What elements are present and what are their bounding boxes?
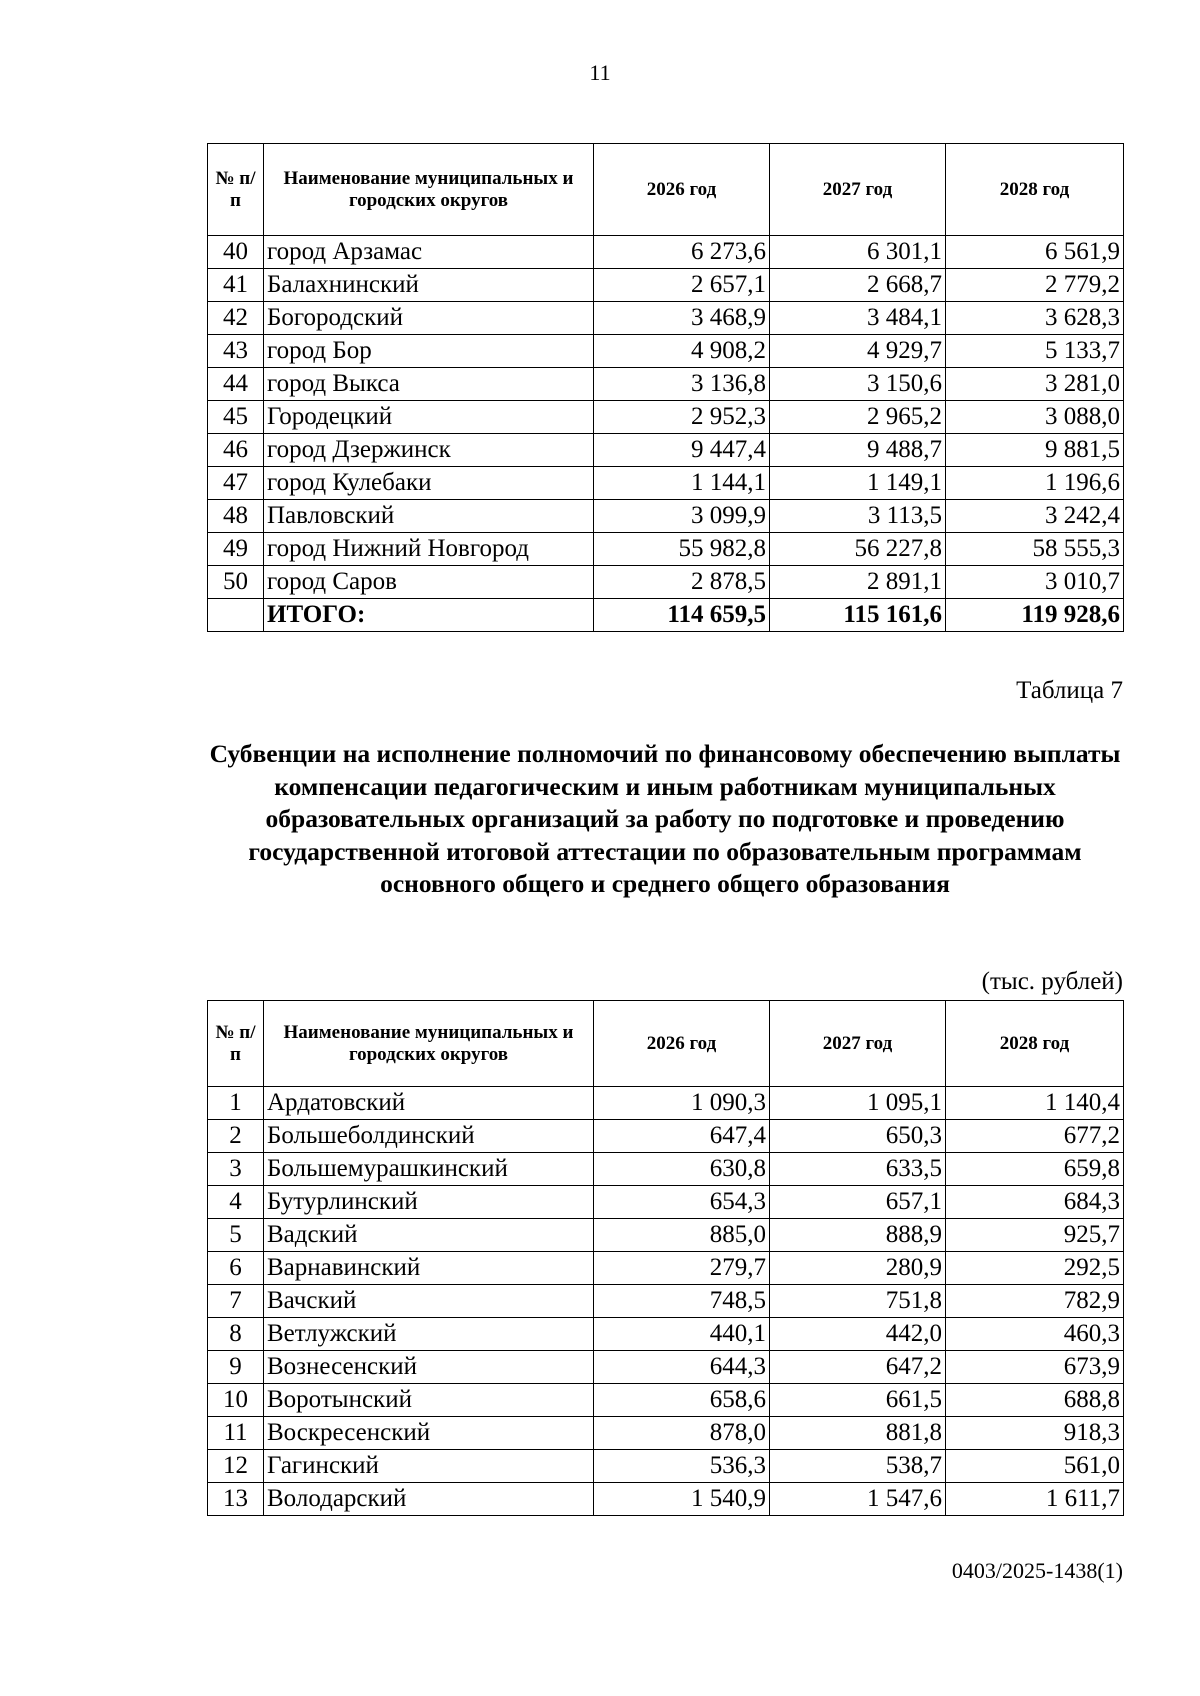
value-2026: 644,3 [594,1351,770,1384]
table-row [208,467,1124,500]
value-2027: 2 891,1 [770,566,946,599]
table-caption: Таблица 7 [1016,677,1123,704]
value-2026: 2 878,5 [594,566,770,599]
value-2028: 925,7 [946,1219,1124,1252]
value-2027: 538,7 [770,1450,946,1483]
district-name: город Выкса [264,368,594,401]
value-2026: 654,3 [594,1186,770,1219]
table-row [208,1417,1124,1450]
row-number: 44 [208,368,264,401]
value-2027: 751,8 [770,1285,946,1318]
value-2028: 5 133,7 [946,335,1124,368]
value-2027: 650,3 [770,1120,946,1153]
district-name: Городецкий [264,401,594,434]
value-2026: 2 657,1 [594,269,770,302]
col-header-num: № п/п [208,144,264,236]
total-label: ИТОГО: [264,599,594,632]
value-2028: 3 088,0 [946,401,1124,434]
table-row [208,236,1124,269]
value-2028: 6 561,9 [946,236,1124,269]
table-row [208,500,1124,533]
district-name: Балахнинский [264,269,594,302]
total-2027: 115 161,6 [770,599,946,632]
district-name: Володарский [264,1483,594,1516]
table-row [208,1252,1124,1285]
value-2028: 58 555,3 [946,533,1124,566]
row-number: 13 [208,1483,264,1516]
value-2026: 630,8 [594,1153,770,1186]
table-row [208,368,1124,401]
district-name: город Кулебаки [264,467,594,500]
district-name: Вачский [264,1285,594,1318]
row-number: 2 [208,1120,264,1153]
district-name: город Бор [264,335,594,368]
value-2027: 1 149,1 [770,467,946,500]
value-2027: 888,9 [770,1219,946,1252]
value-2028: 659,8 [946,1153,1124,1186]
value-2028: 561,0 [946,1450,1124,1483]
row-number: 48 [208,500,264,533]
value-2026: 3 136,8 [594,368,770,401]
row-number: 49 [208,533,264,566]
value-2026: 647,4 [594,1120,770,1153]
table-row [208,1120,1124,1153]
value-2026: 1 090,3 [594,1087,770,1120]
district-name: город Арзамас [264,236,594,269]
value-2026: 2 952,3 [594,401,770,434]
row-number: 40 [208,236,264,269]
district-name: Большеболдинский [264,1120,594,1153]
value-2028: 3 010,7 [946,566,1124,599]
table-header [208,144,1124,236]
district-name: Ардатовский [264,1087,594,1120]
col-header-2027: 2027 год [770,144,946,236]
table-7 [207,1000,1124,1516]
table-row [208,1186,1124,1219]
row-number: 50 [208,566,264,599]
table-row [208,1450,1124,1483]
total-2028: 119 928,6 [946,599,1124,632]
value-2027: 633,5 [770,1153,946,1186]
total-row [208,599,1124,632]
value-2028: 3 281,0 [946,368,1124,401]
units-label: (тыс. рублей) [981,968,1123,995]
col-header-name: Наименование муниципальных и городских округов [264,144,594,236]
district-name: Вознесенский [264,1351,594,1384]
value-2028: 1 140,4 [946,1087,1124,1120]
value-2027: 6 301,1 [770,236,946,269]
total-num-cell [208,599,264,632]
value-2026: 536,3 [594,1450,770,1483]
district-name: город Саров [264,566,594,599]
value-2027: 647,2 [770,1351,946,1384]
table-row [208,1153,1124,1186]
table-row [208,533,1124,566]
table-row [208,335,1124,368]
value-2028: 684,3 [946,1186,1124,1219]
table-header [208,1001,1124,1087]
value-2026: 658,6 [594,1384,770,1417]
table-row [208,1483,1124,1516]
row-number: 42 [208,302,264,335]
table-row [208,269,1124,302]
value-2028: 673,9 [946,1351,1124,1384]
row-number: 45 [208,401,264,434]
value-2027: 280,9 [770,1252,946,1285]
district-name: Бутурлинский [264,1186,594,1219]
total-2026: 114 659,5 [594,599,770,632]
value-2026: 748,5 [594,1285,770,1318]
page-number: 11 [589,60,611,85]
table-row [208,1384,1124,1417]
table-row [208,566,1124,599]
value-2026: 1 144,1 [594,467,770,500]
value-2026: 279,7 [594,1252,770,1285]
row-number: 11 [208,1417,264,1450]
row-number: 9 [208,1351,264,1384]
value-2027: 442,0 [770,1318,946,1351]
district-name: Воротынский [264,1384,594,1417]
value-2027: 1 547,6 [770,1483,946,1516]
col-header-2026: 2026 год [594,144,770,236]
row-number: 12 [208,1450,264,1483]
value-2026: 55 982,8 [594,533,770,566]
row-number: 46 [208,434,264,467]
value-2027: 881,8 [770,1417,946,1450]
district-name: город Дзержинск [264,434,594,467]
row-number: 41 [208,269,264,302]
district-name: Ветлужский [264,1318,594,1351]
district-name: Большемурашкинский [264,1153,594,1186]
row-number: 5 [208,1219,264,1252]
value-2027: 1 095,1 [770,1087,946,1120]
row-number: 10 [208,1384,264,1417]
value-2026: 9 447,4 [594,434,770,467]
value-2027: 3 113,5 [770,500,946,533]
table-row [208,1351,1124,1384]
value-2027: 9 488,7 [770,434,946,467]
col-header-2028: 2028 год [946,144,1124,236]
col-header-2028: 2028 год [946,1001,1124,1087]
value-2026: 3 099,9 [594,500,770,533]
table-row [208,434,1124,467]
value-2027: 56 227,8 [770,533,946,566]
row-number: 6 [208,1252,264,1285]
row-number: 8 [208,1318,264,1351]
table-row [208,1087,1124,1120]
value-2028: 460,3 [946,1318,1124,1351]
col-header-name: Наименование муниципальных и городских округов [264,1001,594,1087]
table-row [208,1285,1124,1318]
district-name: Гагинский [264,1450,594,1483]
district-name: Варнавинский [264,1252,594,1285]
district-name: Вадский [264,1219,594,1252]
value-2027: 4 929,7 [770,335,946,368]
col-header-num: № п/п [208,1001,264,1087]
row-number: 3 [208,1153,264,1186]
value-2027: 2 965,2 [770,401,946,434]
row-number: 43 [208,335,264,368]
district-name: Богородский [264,302,594,335]
value-2026: 885,0 [594,1219,770,1252]
col-header-2026: 2026 год [594,1001,770,1087]
district-name: Воскресенский [264,1417,594,1450]
value-2028: 918,3 [946,1417,1124,1450]
table-row [208,401,1124,434]
table-row [208,1219,1124,1252]
value-2028: 9 881,5 [946,434,1124,467]
table-title: Субвенции на исполнение полномочий по финансовому обеспечению выплаты компенсации педагогическим и иным работникам муниципальных образовательных организаций за работу по подготовке и проведению государственной итоговой аттестации по образовательным программам основного общего и среднего общего образования [209,739,1121,898]
district-name: город Нижний Новгород [264,533,594,566]
table-row [208,302,1124,335]
value-2026: 4 908,2 [594,335,770,368]
value-2028: 677,2 [946,1120,1124,1153]
value-2028: 3 242,4 [946,500,1124,533]
row-number: 4 [208,1186,264,1219]
value-2026: 6 273,6 [594,236,770,269]
row-number: 47 [208,467,264,500]
value-2026: 1 540,9 [594,1483,770,1516]
value-2027: 661,5 [770,1384,946,1417]
value-2028: 2 779,2 [946,269,1124,302]
value-2028: 782,9 [946,1285,1124,1318]
row-number: 1 [208,1087,264,1120]
value-2028: 1 611,7 [946,1483,1124,1516]
table-6-continuation [207,143,1124,632]
value-2027: 657,1 [770,1186,946,1219]
col-header-2027: 2027 год [770,1001,946,1087]
district-name: Павловский [264,500,594,533]
value-2028: 1 196,6 [946,467,1124,500]
value-2028: 292,5 [946,1252,1124,1285]
value-2028: 3 628,3 [946,302,1124,335]
value-2026: 878,0 [594,1417,770,1450]
value-2026: 3 468,9 [594,302,770,335]
value-2026: 440,1 [594,1318,770,1351]
value-2028: 688,8 [946,1384,1124,1417]
value-2027: 2 668,7 [770,269,946,302]
document-code: 0403/2025-1438(1) [951,1558,1123,1583]
value-2027: 3 150,6 [770,368,946,401]
table-row [208,1318,1124,1351]
row-number: 7 [208,1285,264,1318]
value-2027: 3 484,1 [770,302,946,335]
